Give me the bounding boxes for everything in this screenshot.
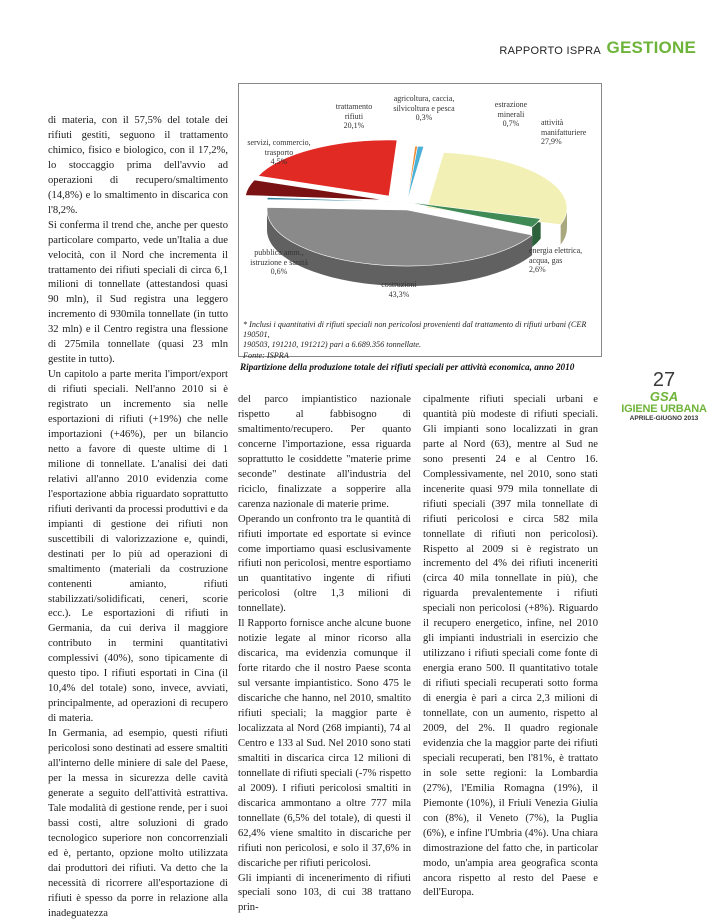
figure-caption: Ripartizione della produzione totale dei rifiuti speciali per attività economica, anno 2010 bbox=[240, 362, 575, 372]
pie-slice-value: 20,1% bbox=[343, 121, 365, 130]
pie-slice-value: 27,9% bbox=[541, 137, 562, 146]
pie-slice-label-text: silvicoltura e pesca bbox=[393, 103, 455, 113]
pie-slice-label-text: minerali bbox=[497, 109, 525, 119]
section-title: GESTIONE bbox=[606, 38, 696, 57]
pie-slice-value: 43,3% bbox=[388, 289, 410, 299]
text-column-3 bbox=[423, 393, 598, 901]
figure-source: Fonte: ISPRA bbox=[243, 350, 289, 360]
pie-slice-label bbox=[466, 100, 556, 129]
figure-note-line: 190503, 191210, 191212) pari a 6.689.356 tonnellate. bbox=[243, 340, 422, 350]
pie-slice-label-text: rifiuti bbox=[344, 111, 364, 121]
pie-slice-label-text: trasporto bbox=[264, 147, 294, 157]
pie-slice-label-text: istruzione e sanità bbox=[250, 257, 308, 267]
pie-slice-label bbox=[354, 280, 444, 299]
paragraph: Si conferma il trend che, anche per questo particolare comparto, vede un'Italia a due velocità, con il Nord che incrementa il trattamento dei rifiuti speciali di circa 6,1 milioni di tonnellate (attestandosi quasi 90 mln), il Sud registra una leggero incremento di 930mila tonnellate (in tutto 32 mln) e il Centro registra una flessione di 275mila tonnellate (quasi 23 mln gestite in tutto). bbox=[48, 219, 228, 366]
paragraph: cipalmente rifiuti speciali urbani e quantità più modeste di rifiuti speciali. Gli impianti sono localizzati in gran parte al Nord (63), mentre al Sud ne sono presenti 24 e al Centro 16. Complessivamente, nel 2010, sono stati incenerite quasi 979 mila tonnellate di rifiuti speciali (397 mila tonnellate di rifiuti pericolosi e circa 582 mila tonnellate di rifiuti non pericolosi). Rispetto al 2009 si è registrato un incremento del 4% dei rifiuti inceneriti (circa 40 mila tonnellate in più), che riguarda prevalentemente i rifiuti speciali non pericolosi (+8%). Riguardo il recupero energetico, infine, nel 2010 gli impianti industriali in esercizio che utilizzano i rifiuti speciali come fonte di energia erano 500. Il quantitativo totale di rifiuti speciali recuperati sotto forma di energia è pari a circa 2,3 milioni di tonnellate, con un aumento, rispetto al 2009, del 2%. Il quadro regionale evidenzia che la maggior parte dei rifiuti speciali recuperati, ben l'81%, è trattato in sole sette regioni: la Lombardia (27%), l'Emilia Romagna (19%), il Piemonte (10%), il Friuli Venezia Giulia con (8%), il Veneto (7%), la Puglia (6%), e infine l'Umbria (4%). Una chiara dimostrazione del fatto che, in particolar modo, un'ampia area geografica sconta ancora rispetto al resto del Paese e dell'Europa. bbox=[423, 394, 598, 899]
pie-slice-label-text: agricoltura, caccia, bbox=[393, 94, 455, 103]
paragraph: Il Rapporto fornisce anche alcune buone notizie legate al minor ricorso alla discarica, ma evidenzia comunque il forte ritardo che il nostro Paese sconta sul versante impiantistico. Sono 475 le discariche che hanno, nel 2010, smaltito rifiuti speciali; la maggior parte è localizzata al Nord (268 impianti), 74 al Centro e 133 al Sud. Nel 2010 sono stati smaltiti in discarica circa 12 milioni di tonnellate di rifiuti speciali (-7% rispetto al 2009). I rifiuti pericolosi smaltiti in discarica ammontano a oltre 777 mila tonnellate (6,5% del totale), di questi il 62,4% viene smaltito in discariche per rifiuti non pericolosi, e solo il 37,6% in discariche per rifiuti pericolosi. bbox=[238, 618, 411, 869]
paragraph: del parco impiantistico nazionale rispetto al fabbisogno di smaltimento/recupero. Per quanto concerne l'importazione, essa riguarda soprattutto le cosiddette "materie prime seconde" destinate all'industria del riciclo, finalizzate a sopperire alla carenza nazionale di materie prime. bbox=[238, 394, 411, 510]
pie-slice-label-text: estrazione bbox=[494, 100, 528, 109]
pie-slice-label bbox=[529, 246, 599, 275]
paragraph: Gli impianti di incenerimento di rifiuti speciali sono 103, di cui 38 trattano prin- bbox=[238, 872, 411, 914]
pie-slice-value: 4,5% bbox=[270, 157, 288, 166]
paragraph: Un capitolo a parte merita l'import/export di rifiuti speciali. Nell'anno 2010 si è registrato un incremento sia nelle esportazioni di rifiuti (+19%) che nelle importazioni (+46%), per un bilancio netto a favore di queste ultime di 1 milione di tonnellate. L'analisi dei dati relativi all'anno 2010 evidenzia come l'esportazione abbia riguardato soprattutto rifiuti derivanti da processi produttivi e da impianti di gestione dei rifiuti non suscettibili di valorizzazione e, quindi, destinati per lo più ad operazioni di smaltimento (materiali da costruzione contenenti amianto, rifiuti stabilizzati/solidificati, ceneri, scorie ecc.). Le esportazioni di rifiuti in Germania, da cui deriva il maggiore contributo in termini quantitativi complessivi (40%), sono tipicamente di questo tipo. I rifiuti esportati in Cina (il 10,4% del totale) sono, invece, avviati, principalmente, ad operazioni di recupero di materia. bbox=[48, 369, 228, 725]
pie-slice-value: 2,6% bbox=[529, 265, 546, 274]
figure-note bbox=[243, 320, 597, 361]
report-title: RAPPORTO ISPRA bbox=[499, 45, 601, 57]
pie-slice-label bbox=[234, 138, 324, 167]
pie-slice-label-text: attività bbox=[541, 118, 564, 127]
text-column-2 bbox=[238, 393, 411, 916]
pie-slice-value: 0,6% bbox=[270, 267, 288, 276]
magazine-name: IGIENE URBANA bbox=[621, 403, 707, 415]
pie-slice-label bbox=[379, 94, 469, 123]
pie-slice-label-text: energia elettrica, bbox=[529, 246, 583, 255]
pie-slice-label-text: pubblica amm., bbox=[254, 248, 304, 257]
paragraph: Operando un confronto tra le quantità di rifiuti importate ed esportate si evince come importiamo quasi esclusivamente rifiuti non pericolosi, mentre esportiamo un quantitativo ingente di rifiuti pericolosi (oltre 1,3 milioni di tonnellate). bbox=[238, 513, 411, 615]
pie-slice-value: 0,7% bbox=[502, 119, 520, 128]
page-badge bbox=[608, 370, 720, 423]
pie-slice-label-text: manifatturiere bbox=[541, 127, 587, 137]
page-number: 27 bbox=[652, 369, 676, 391]
pie-slice-label-text: servizi, commercio, bbox=[247, 138, 311, 147]
pie-chart-figure bbox=[238, 83, 602, 360]
pie-slice-value: 0,3% bbox=[415, 113, 433, 122]
text-column-1 bbox=[48, 114, 228, 921]
page-header bbox=[0, 38, 726, 62]
pie-slice-label-text: acqua, gas bbox=[529, 255, 563, 265]
brand-logo: GSA bbox=[649, 389, 679, 404]
paragraph: di materia, con il 57,5% del totale dei rifiuti gestiti, seguono il trattamento chimico, fisico e biologico, con il 17,2%, lo stoccaggio prima dell'avvio ad operazioni di recupero/smaltimento (14,8%) e lo smaltimento in discarica con l'8,2%. bbox=[48, 115, 228, 216]
pie-slice-label-text: costruzioni bbox=[381, 280, 417, 289]
figure-note-line: * Inclusi i quantitativi di rifiuti speciali non pericolosi provenienti dal trattamento di rifiuti urbani (CER 190501, bbox=[243, 320, 587, 340]
pie-slice-label-text: trattamento bbox=[335, 102, 373, 111]
issue-date: APRILE-GIUGNO 2013 bbox=[629, 415, 699, 422]
paragraph: In Germania, ad esempio, questi rifiuti pericolosi sono destinati ad essere smaltiti all'interno delle miniere di sale del Paese, per la messa in sicurezza delle cavità generate a seguito dell'attività estrattiva. Tale modalità di gestione rende, per i suoi bassi costi, altre soluzioni di grado tecnologico superiore non concorrenziali ed è, pertanto, opzione molto utilizzata dai produttori dei rifiuti. Va detto che la necessità di ricorrere all'esportazione di rifiuti è spesso da porre in relazione alla inadeguatezza bbox=[48, 728, 228, 919]
pie-slice-label bbox=[234, 248, 324, 277]
